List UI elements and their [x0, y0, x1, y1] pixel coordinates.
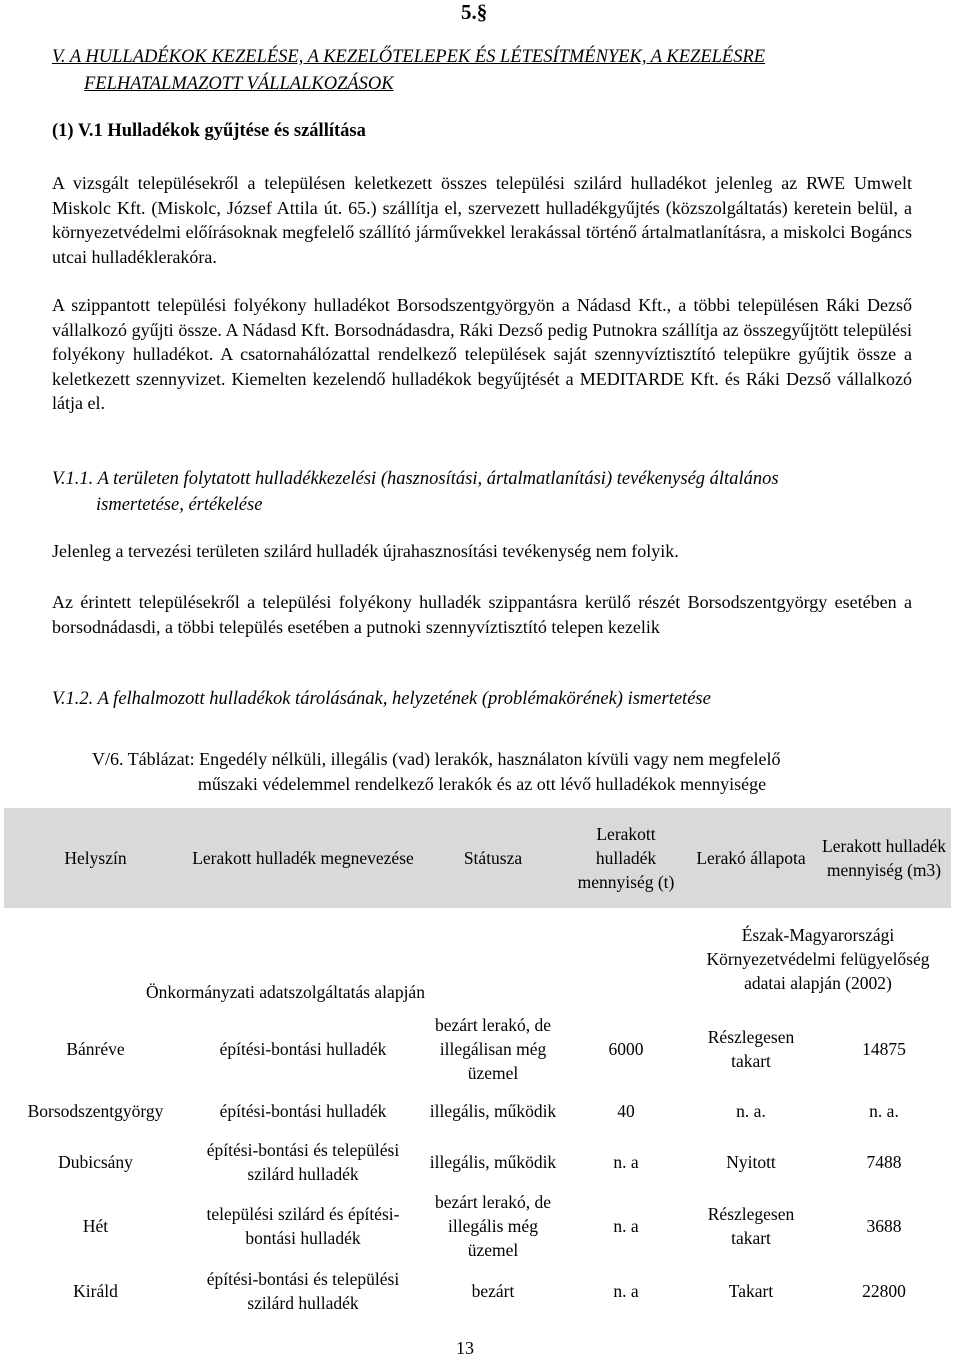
table-header-row: [4, 808, 951, 908]
cell-helyszin: Hét: [82, 1216, 109, 1236]
cell-megnevezes: építési-bontási hulladék: [219, 1100, 387, 1121]
cell-statusz: illegális, működik: [429, 1152, 557, 1172]
table-caption: [52, 747, 912, 797]
paragraph-recycling: Jelenleg a tervezési területen szilárd hulladék újrahasznosítási tevékenység nem folyik.: [52, 541, 679, 561]
page-number: 13: [456, 1338, 474, 1358]
table-row: [4, 1087, 951, 1134]
header-mennyiseg-m3: Lerakott hulladék mennyiség (m3): [817, 808, 951, 908]
cell-mennyiseg-t: 40: [617, 1100, 635, 1121]
cell-mennyiseg-t: n. a: [613, 1281, 639, 1301]
table-row: [4, 1262, 951, 1320]
source-group-row: [4, 908, 951, 1010]
cell-statusz: bezárt lerakó, de illegálisan még üzemel: [434, 1014, 552, 1083]
cell-mennyiseg-m3: 3688: [866, 1216, 902, 1236]
cell-helyszin: Királd: [73, 1281, 118, 1301]
header-statusz: Státusza: [419, 808, 567, 908]
source-inspectorate: Észak-Magyarországi Környezetvédelmi felügyelőség adatai alapján (2002): [685, 908, 951, 1010]
cell-statusz: bezárt: [471, 1281, 515, 1301]
table-caption-line-1: V/6. Táblázat: Engedély nélküli, illegális (vad) lerakók, használaton kívüli vagy nem megfelelő: [92, 749, 781, 769]
cell-mennyiseg-t: 6000: [608, 1038, 644, 1059]
cell-allapot: n. a.: [736, 1100, 766, 1121]
chapter-title-line-1: V. A HULLADÉKOK KEZELÉSE, A KEZELŐTELEPEK ÉS LÉTESÍTMÉNYEK, A KEZELÉSRE: [52, 47, 766, 67]
cell-mennyiseg-t: n. a: [613, 1216, 639, 1236]
header-megnevezes: Lerakott hulladék megnevezése: [187, 808, 419, 908]
landfill-table: [4, 808, 951, 1320]
cell-statusz: illegális, működik: [429, 1100, 557, 1121]
chapter-title-line-2: FELHATALMAZOTT VÁLLALKOZÁSOK: [84, 74, 394, 94]
cell-mennyiseg-m3: 7488: [866, 1152, 902, 1172]
cell-allapot: Részlegesen takart: [707, 1026, 795, 1071]
subheading-v-1-1: [52, 466, 912, 518]
table-caption-line-2: műszaki védelemmel rendelkező lerakók és az ott lévő hulladékok mennyisége: [197, 774, 767, 794]
header-helyszin: Helyszín: [4, 808, 187, 908]
paragraph-liquid-waste: A szippantott települési folyékony hulladékot Borsodszentgyörgyön a Nádasd Kft., a többi településen Ráki Dezső vállalkozó gyűjti össze. A Nádasd Kft. Borsodnádasdra, Ráki Dezső pedig Putnokra szállítja az összegyűjtött települési folyékony hulladékot. A csatornahálózattal rendelkező települések saját szennyvíztisztító telepükre gyűjtik össze a keletkezett szennyvizet. Kiemelten kezelendő hulladékok begyűjtését a MEDITARDE Kft. és Ráki Dezső vállalkozó látja el.: [52, 295, 912, 414]
subheading-v-1-2: V.1.2. A felhalmozott hulladékok tárolásának, helyzetének (problémakörének) ismertetése: [52, 689, 711, 709]
cell-allapot: Nyitott: [726, 1152, 776, 1172]
cell-megnevezes: építési-bontási hulladék: [219, 1038, 387, 1059]
cell-helyszin: Dubicsány: [58, 1152, 133, 1172]
subheading-v-1-1-line-2: ismertetése, értékelése: [96, 495, 263, 515]
subheading-v-1-1-line-1: V.1.1. A területen folytatott hulladékkezelési (hasznosítási, ártalmatlanítási) tevékenység általános: [52, 469, 779, 489]
table-row: [4, 1134, 951, 1190]
paragraph-treatment: Az érintett településekről a települési folyékony hulladék szippantásra kerülő részét Borsodszentgyörgy esetében a borsodnádasdi, a többi település esetében a putnoki szennyvíztisztító telepen kezelik: [52, 592, 912, 637]
cell-allapot: Részlegesen takart: [707, 1204, 795, 1248]
cell-helyszin: Bánréve: [66, 1038, 125, 1059]
header-mennyiseg-t: Lerakott hulladék mennyiség (t): [567, 808, 685, 908]
section-heading: (1) V.1 Hulladékok gyűjtése és szállítása: [52, 121, 366, 141]
table-row: [4, 1010, 951, 1087]
cell-megnevezes: települési szilárd és építési-bontási hulladék: [206, 1204, 400, 1248]
chapter-title: [52, 44, 912, 98]
paragraph-collection: A vizsgált településekről a településen keletkezett összes települési szilárd hulladékot jelenleg az RWE Umwelt Miskolc Kft. (Miskolc, József Attila út. 65.) szállítja el, szervezett hulladékgyűjtés (közszolgáltatás) keretein belül, a környezetvédelmi előírásoknak megfelelő szállító járművekkel lerakással történő ártalmatlanításra, a miskolci Bogáncs utcai hulladéklerakóra.: [52, 173, 912, 267]
cell-megnevezes: építési-bontási és települési szilárd hulladék: [206, 1140, 400, 1184]
cell-megnevezes: építési-bontási és települési szilárd hulladék: [206, 1269, 400, 1313]
cell-mennyiseg-m3: 22800: [862, 1281, 906, 1301]
cell-mennyiseg-m3: 14875: [862, 1038, 906, 1059]
cell-mennyiseg-t: n. a: [613, 1152, 639, 1172]
table-row: [4, 1190, 951, 1262]
cell-statusz: bezárt lerakó, de illegális még üzemel: [434, 1192, 552, 1260]
cell-helyszin: Borsodszentgyörgy: [27, 1100, 164, 1121]
source-local-government: Önkormányzati adatszolgáltatás alapján: [4, 908, 567, 1010]
cell-mennyiseg-m3: n. a.: [869, 1100, 899, 1121]
cell-allapot: Takart: [728, 1281, 774, 1301]
header-allapot: Lerakó állapota: [685, 808, 817, 908]
section-mark: 5.§: [461, 0, 488, 24]
